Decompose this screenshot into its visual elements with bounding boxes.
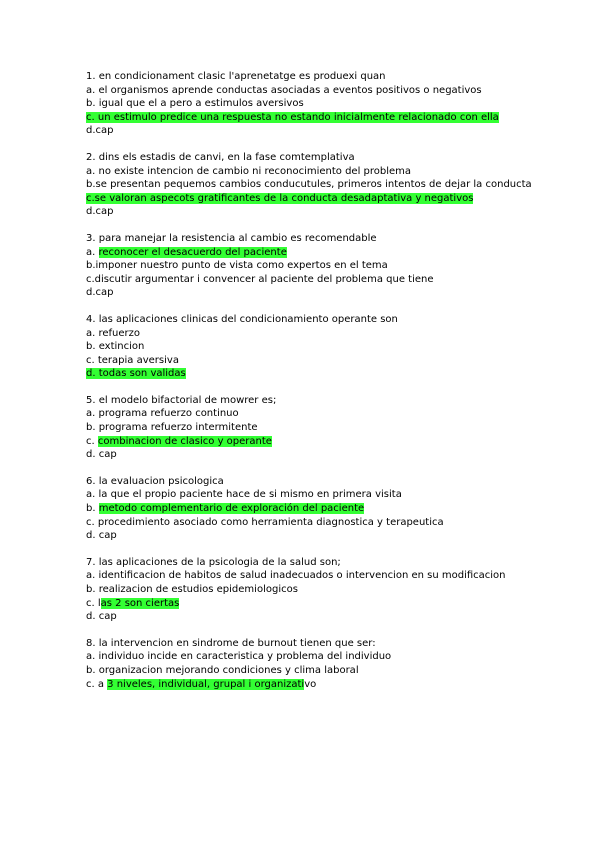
answer-option	[86, 678, 566, 692]
question-title: 7. las aplicaciones de la psicologia de la salud son;	[86, 556, 341, 568]
question-title: 8. la intervencion en sindrome de burnout tienen que ser:	[86, 637, 376, 649]
answer-text: a. el organismos aprende conductas asociadas a eventos positivos o negativos	[86, 84, 482, 96]
answer-text: b. organizacion mejorando condiciones y clima laboral	[86, 664, 359, 676]
answer-text: c.discutir argumentar i convencer al paciente del problema que tiene	[86, 273, 434, 285]
highlighted-answer-text: reconocer el desacuerdo del paciente	[98, 246, 287, 258]
answer-text: a. no existe intencion de cambio ni reconocimiento del problema	[86, 165, 412, 177]
answer-option	[86, 84, 566, 98]
answer-option	[86, 124, 566, 138]
question-block	[86, 637, 566, 691]
answer-option	[86, 597, 566, 611]
answer-option	[86, 111, 566, 125]
question-block	[86, 313, 566, 381]
answer-text: d. cap	[86, 530, 117, 542]
question-block	[86, 394, 566, 462]
answer-option	[86, 354, 566, 368]
answer-option	[86, 569, 566, 583]
answer-option	[86, 421, 566, 435]
answer-text: a. la que el propio paciente hace de si mismo en primera visita	[86, 489, 402, 501]
answer-text: c. l	[86, 597, 101, 609]
answer-option	[86, 327, 566, 341]
answer-text: d.cap	[86, 206, 114, 218]
highlighted-answer-text: c.se valoran aspecots gratificantes de la conducta desadaptativa y negativos	[86, 192, 474, 204]
answer-text: c. procedimiento asociado como herramienta diagnostica y terapeutica	[86, 516, 444, 528]
question-title: 3. para manejar la resistencia al cambio es recomendable	[86, 232, 377, 244]
answer-option	[86, 259, 566, 273]
answer-option	[86, 246, 566, 260]
highlighted-answer-text: 3 niveles, individual, grupal i organizati	[107, 678, 305, 690]
answer-option	[86, 340, 566, 354]
answer-text: a. identificacion de habitos de salud inadecuados o intervencion en su modificacion	[86, 570, 506, 582]
answer-text: a. programa refuerzo continuo	[86, 408, 239, 420]
answer-option	[86, 516, 566, 530]
question-block	[86, 475, 566, 543]
answer-option	[86, 448, 566, 462]
answer-option	[86, 286, 566, 300]
answer-option	[86, 97, 566, 111]
highlighted-answer-text: metodo complementario de exploración del paciente	[98, 503, 365, 515]
highlighted-answer-text: as 2 son ciertas	[100, 597, 180, 609]
answer-option	[86, 529, 566, 543]
highlighted-answer-text: c. un estimulo predice una respuesta no estando inicialmente relacionado con ella	[86, 111, 499, 123]
answer-option	[86, 192, 566, 206]
answer-text: b. realizacion de estudios epidemiologicos	[86, 584, 298, 595]
answer-text: d.cap	[86, 125, 114, 137]
question-title: 6. la evaluacion psicologica	[86, 475, 224, 487]
answer-text: a. refuerzo	[86, 327, 141, 339]
answer-option	[86, 502, 566, 516]
answer-text: vo	[304, 678, 317, 690]
answer-option	[86, 650, 566, 664]
answer-text: b.	[86, 503, 99, 515]
question-title: 5. el modelo bifactorial de mowrer es;	[86, 394, 277, 406]
answer-option	[86, 178, 566, 192]
answer-text: a.	[86, 246, 99, 258]
answer-text: d. cap	[86, 449, 117, 461]
highlighted-answer-text: combinacion de clasico y operante	[97, 435, 272, 447]
answer-option	[86, 165, 566, 179]
answer-text: d.cap	[86, 287, 114, 299]
answer-option	[86, 435, 566, 449]
answer-text: c. a	[86, 678, 108, 690]
answer-text: a. individuo incide en caracteristica y problema del individuo	[86, 651, 392, 663]
question-block	[86, 556, 566, 624]
answer-text: b.imponer nuestro punto de vista como expertos en el tema	[86, 260, 388, 272]
answer-option	[86, 610, 566, 624]
answer-option	[86, 273, 566, 287]
answer-option	[86, 488, 566, 502]
question-block	[86, 232, 566, 300]
highlighted-answer-text: d. todas son validas	[86, 368, 186, 380]
answer-text: c. terapia aversiva	[86, 354, 179, 366]
answer-text: b.se presentan pequemos cambios conducutules, primeros intentos de dejar la conducta	[86, 179, 532, 191]
answer-text: b. programa refuerzo intermitente	[86, 422, 258, 434]
answer-option	[86, 664, 566, 678]
answer-text: b. igual que el a pero a estimulos aversivos	[86, 98, 304, 110]
answer-text: b. extincion	[86, 341, 145, 353]
question-title: 1. en condicionament clasic l'aprenetatge es produexi quan	[86, 71, 386, 82]
question-block	[86, 151, 566, 219]
answer-option	[86, 583, 566, 597]
answer-option	[86, 205, 566, 219]
answer-text: d. cap	[86, 611, 117, 623]
question-title: 4. las aplicaciones clinicas del condicionamiento operante son	[86, 313, 398, 325]
answer-option	[86, 367, 566, 381]
document-page	[86, 70, 566, 704]
question-title: 2. dins els estadis de canvi, en la fase comtemplativa	[86, 151, 355, 163]
question-block	[86, 70, 566, 138]
answer-text: c.	[86, 435, 98, 447]
answer-option	[86, 407, 566, 421]
